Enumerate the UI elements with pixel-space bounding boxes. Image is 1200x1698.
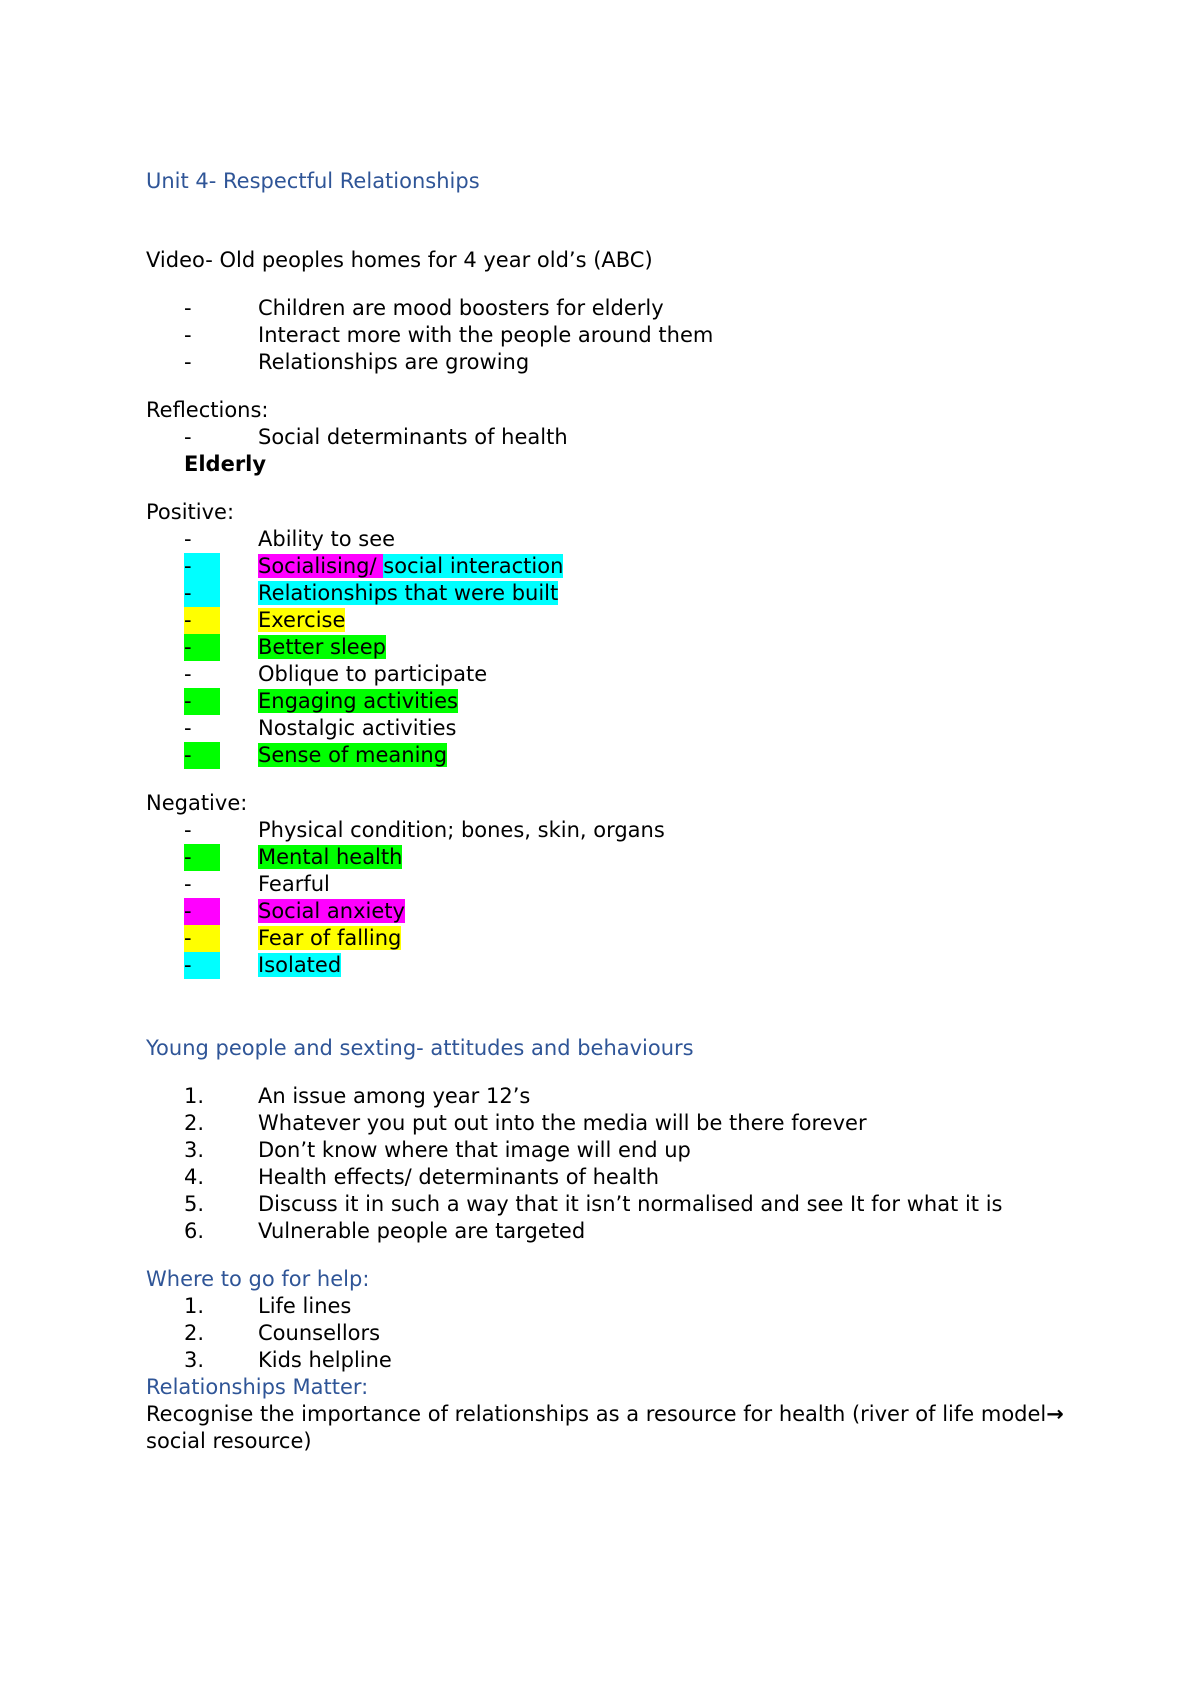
negative-list <box>146 817 1066 979</box>
list-item <box>184 898 1066 925</box>
sexting-point-text-6: Vulnerable people are targeted <box>258 1219 586 1243</box>
help-list <box>146 1293 1066 1374</box>
negative-point-text-1: Physical condition; bones, skin, organs <box>258 818 665 842</box>
dash-bullet: - <box>184 742 220 769</box>
dash-bullet: - <box>184 323 192 347</box>
list-item <box>184 1191 1066 1218</box>
negative-point-text-6: Isolated <box>258 953 342 977</box>
negative-point-text-5: Fear of falling <box>258 926 402 950</box>
list-item <box>184 817 1066 844</box>
dash-bullet: - <box>184 607 220 634</box>
list-item <box>184 688 1066 715</box>
list-number: 1. <box>184 1294 205 1318</box>
positive-point-text-3: Relationships that were built <box>258 581 559 605</box>
list-item <box>184 349 1066 376</box>
list-number: 1. <box>184 1084 205 1108</box>
dash-bullet: - <box>184 898 220 925</box>
matter-text <box>146 1401 1066 1455</box>
dash-bullet: - <box>184 350 192 374</box>
list-number: 2. <box>184 1321 205 1345</box>
arrow-icon: → <box>1046 1402 1064 1426</box>
dash-bullet: - <box>184 527 192 551</box>
help-point-text-3: Kids helpline <box>258 1348 392 1372</box>
positive-point-text-8: Nostalgic activities <box>258 716 457 740</box>
list-item <box>184 295 1066 322</box>
negative-label: Negative: <box>146 791 248 815</box>
sexting-heading: Young people and sexting- attitudes and behaviours <box>146 1036 694 1060</box>
negative-point-text-3: Fearful <box>258 872 330 896</box>
list-number: 5. <box>184 1192 205 1216</box>
list-item <box>184 553 1066 580</box>
sexting-point-text-4: Health effects/ determinants of health <box>258 1165 660 1189</box>
list-item <box>184 925 1066 952</box>
video-point-text-1: Children are mood boosters for elderly <box>258 296 664 320</box>
list-item <box>184 844 1066 871</box>
elderly-label: Elderly <box>184 452 267 476</box>
positive-point-text-4: Exercise <box>258 608 346 632</box>
positive-point-text-6: Oblique to participate <box>258 662 488 686</box>
list-item <box>184 1218 1066 1245</box>
page-title: Unit 4- Respectful Relationships <box>146 169 480 193</box>
positive-point-text-5: Better sleep <box>258 635 386 659</box>
dash-bullet: - <box>184 580 220 607</box>
list-item <box>184 634 1066 661</box>
help-point-text-1: Life lines <box>258 1294 352 1318</box>
list-number: 6. <box>184 1219 205 1243</box>
dash-bullet: - <box>184 844 220 871</box>
positive-point-text-7: Engaging activities <box>258 689 458 713</box>
dash-bullet: - <box>184 553 220 580</box>
positive-point-text-2-b: social interaction <box>383 554 564 578</box>
list-item <box>184 661 1066 688</box>
sexting-point-text-3: Don’t know where that image will end up <box>258 1138 691 1162</box>
help-point-text-2: Counsellors <box>258 1321 381 1345</box>
video-line: Video- Old peoples homes for 4 year old’s (ABC) <box>146 248 653 272</box>
list-number: 3. <box>184 1348 205 1372</box>
list-item <box>184 424 1066 451</box>
positive-point-text-2-a: Socialising/ <box>258 554 384 578</box>
list-item <box>184 871 1066 898</box>
list-item <box>184 607 1066 634</box>
document-page <box>146 168 1066 1455</box>
sexting-point-text-5: Discuss it in such a way that it isn’t normalised and see It for what it is <box>258 1192 1003 1216</box>
list-item <box>184 322 1066 349</box>
negative-point-text-2: Mental health <box>258 845 403 869</box>
sexting-point-text-2: Whatever you put out into the media will be there forever <box>258 1111 867 1135</box>
dash-bullet: - <box>184 952 220 979</box>
dash-bullet: - <box>184 872 192 896</box>
list-item <box>184 1164 1066 1191</box>
dash-bullet: - <box>184 925 220 952</box>
list-item <box>184 1347 1066 1374</box>
matter-text-a: Recognise the importance of relationships as a resource for health (river of life model <box>146 1402 1047 1426</box>
help-heading: Where to go for help: <box>146 1267 370 1291</box>
list-number: 3. <box>184 1138 205 1162</box>
negative-point-text-4: Social anxiety <box>258 899 405 923</box>
list-number: 2. <box>184 1111 205 1135</box>
positive-label: Positive: <box>146 500 235 524</box>
list-item <box>184 1137 1066 1164</box>
dash-bullet: - <box>184 818 192 842</box>
list-item <box>184 526 1066 553</box>
list-item <box>184 742 1066 769</box>
list-item <box>184 1083 1066 1110</box>
sexting-list <box>146 1083 1066 1245</box>
positive-list <box>146 526 1066 769</box>
reflection-point-text-1: Social determinants of health <box>258 425 568 449</box>
list-item <box>184 1320 1066 1347</box>
video-points-list <box>146 295 1066 376</box>
dash-bullet: - <box>184 716 192 740</box>
dash-bullet: - <box>184 662 192 686</box>
dash-bullet: - <box>184 296 192 320</box>
reflections-list <box>146 424 1066 451</box>
list-item <box>184 1110 1066 1137</box>
list-item <box>184 952 1066 979</box>
positive-point-text-1: Ability to see <box>258 527 396 551</box>
matter-text-b: social resource) <box>146 1429 312 1453</box>
dash-bullet: - <box>184 425 192 449</box>
list-number: 4. <box>184 1165 205 1189</box>
video-point-text-3: Relationships are growing <box>258 350 530 374</box>
video-point-text-2: Interact more with the people around them <box>258 323 714 347</box>
positive-point-text-9: Sense of meaning <box>258 743 448 767</box>
sexting-point-text-1: An issue among year 12’s <box>258 1084 531 1108</box>
list-item <box>184 715 1066 742</box>
list-item <box>184 580 1066 607</box>
dash-bullet: - <box>184 634 220 661</box>
dash-bullet: - <box>184 688 220 715</box>
list-item <box>184 1293 1066 1320</box>
reflections-label: Reflections: <box>146 398 269 422</box>
matter-heading: Relationships Matter: <box>146 1375 369 1399</box>
